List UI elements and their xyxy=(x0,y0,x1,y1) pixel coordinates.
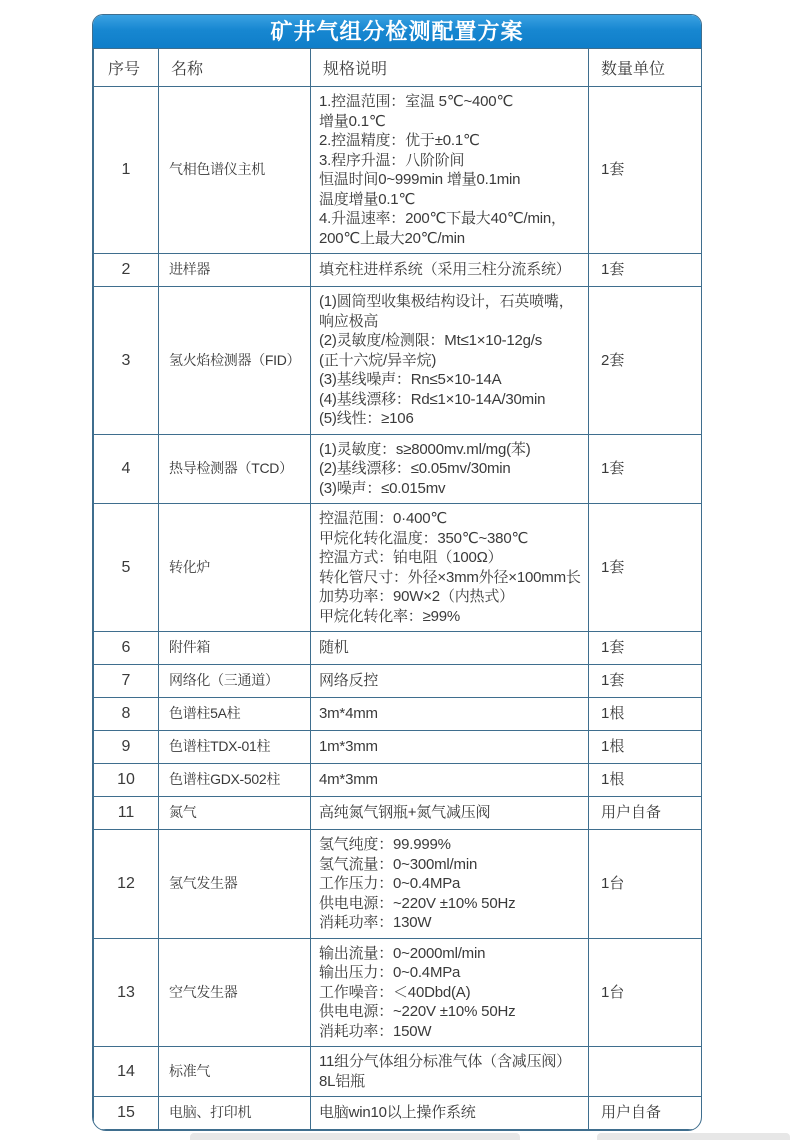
table-row xyxy=(94,797,703,830)
row-qty-cell: 用户自备 xyxy=(589,1097,703,1130)
row-qty-cell: 1套 xyxy=(589,632,703,665)
table-row xyxy=(94,504,703,632)
spec-line: 恒温时间0~999min 增量0.1min xyxy=(319,171,521,188)
row-spec-cell xyxy=(311,698,589,731)
table-row xyxy=(94,1047,703,1097)
table-row xyxy=(94,938,703,1047)
row-name-cell: 进样器 xyxy=(159,254,311,287)
spec-line: 增量0.1℃ xyxy=(319,112,386,130)
row-index-cell: 3 xyxy=(94,287,159,435)
col-header-index: 序号 xyxy=(94,49,159,87)
spec-line: 输出流量：0~2000ml/min xyxy=(319,944,486,962)
row-qty-cell: 1根 xyxy=(589,764,703,797)
row-index-cell: 11 xyxy=(94,797,159,830)
table-row xyxy=(94,731,703,764)
table-row xyxy=(94,87,703,254)
spec-line: 响应极高 xyxy=(319,312,379,330)
row-index-cell: 2 xyxy=(94,254,159,287)
spec-line: 电脑win10以上操作系统 xyxy=(319,1104,476,1122)
row-name-cell: 氢火焰检测器（FID） xyxy=(159,287,311,435)
row-qty-cell: 1套 xyxy=(589,254,703,287)
row-index-cell: 9 xyxy=(94,731,159,764)
spec-line: (4)基线漂移：Rd≤1×10-14A/30min xyxy=(319,390,546,408)
spec-line: 200℃上最大20℃/min xyxy=(319,229,465,247)
spec-line: 输出压力：0~0.4MPa xyxy=(319,964,461,981)
spec-line: (3)基线噪声：Rn≤5×10-14A xyxy=(319,371,502,388)
row-name-cell: 网络化（三通道） xyxy=(159,665,311,698)
header-row xyxy=(94,49,703,87)
table-row xyxy=(94,632,703,665)
spec-line: 1m*3mm xyxy=(319,738,378,756)
spec-line: (1)灵敏度：s≥8000mv.ml/mg(苯) xyxy=(319,440,531,458)
row-spec-cell xyxy=(311,1097,589,1130)
spec-line: 高纯氮气钢瓶+氮气减压阀 xyxy=(319,804,491,822)
row-name-cell: 热导检测器（TCD） xyxy=(159,434,311,504)
row-name-cell: 气相色谱仪主机 xyxy=(159,87,311,254)
spec-line: 转化管尺寸：外径×3mm外径×100mm长 xyxy=(319,568,581,586)
spec-line: 随机 xyxy=(319,639,349,657)
row-spec-cell xyxy=(311,830,589,939)
spec-line: (5)线性：≥106 xyxy=(319,410,414,427)
spec-line: (2)灵敏度/检测限：Mt≤1×10-12g/s xyxy=(319,332,543,349)
spec-line: 甲烷化转化率：≥99% xyxy=(319,607,461,625)
row-name-cell: 空气发生器 xyxy=(159,938,311,1047)
table-row xyxy=(94,830,703,939)
table-row xyxy=(94,665,703,698)
spec-line: 填充柱进样系统（采用三柱分流系统） xyxy=(319,261,571,279)
spec-line: 3m*4mm xyxy=(319,705,378,723)
row-index-cell: 6 xyxy=(94,632,159,665)
spec-line: (正十六烷/异辛烷) xyxy=(319,351,437,369)
spec-line: 控温方式：铂电阻（100Ω） xyxy=(319,549,503,566)
spec-line: 加势功率：90W×2（内热式） xyxy=(319,588,514,605)
spec-line: 工作压力：0~0.4MPa xyxy=(319,875,461,892)
row-name-cell: 氮气 xyxy=(159,797,311,830)
row-spec-cell xyxy=(311,434,589,504)
table-row xyxy=(94,434,703,504)
col-header-spec: 规格说明 xyxy=(311,49,589,87)
row-qty-cell: 1根 xyxy=(589,698,703,731)
row-index-cell: 7 xyxy=(94,665,159,698)
spec-line: 4m*3mm xyxy=(319,771,378,789)
row-spec-cell xyxy=(311,287,589,435)
row-index-cell: 12 xyxy=(94,830,159,939)
row-name-cell: 转化炉 xyxy=(159,504,311,632)
spec-line: 氢气纯度：99.999% xyxy=(319,836,451,853)
spec-line: (3)噪声：≤0.015mv xyxy=(319,479,446,497)
row-qty-cell: 1台 xyxy=(589,830,703,939)
spec-line: 氢气流量：0~300ml/min xyxy=(319,855,478,873)
spec-line: 甲烷化转化温度：350℃~380℃ xyxy=(319,529,529,547)
spec-line: 1.控温范围：室温 5℃~400℃ xyxy=(319,93,514,110)
col-header-name: 名称 xyxy=(159,49,311,87)
row-spec-cell xyxy=(311,87,589,254)
spec-line: 工作噪音：＜40Dbd(A) xyxy=(319,983,471,1001)
row-qty-cell: 1套 xyxy=(589,504,703,632)
row-spec-cell xyxy=(311,797,589,830)
row-index-cell: 1 xyxy=(94,87,159,254)
spec-line: 供电电源：~220V ±10% 50Hz xyxy=(319,1003,516,1020)
row-name-cell: 色谱柱TDX-01柱 xyxy=(159,731,311,764)
row-index-cell: 14 xyxy=(94,1047,159,1097)
row-spec-cell xyxy=(311,632,589,665)
col-header-qty: 数量单位 xyxy=(589,49,703,87)
row-name-cell: 色谱柱GDX-502柱 xyxy=(159,764,311,797)
spec-line: 供电电源：~220V ±10% 50Hz xyxy=(319,894,516,912)
row-index-cell: 5 xyxy=(94,504,159,632)
spec-line: 11组分气体组分标准气体（含减压阀） xyxy=(319,1053,571,1070)
row-qty-cell: 1套 xyxy=(589,87,703,254)
row-qty-cell: 1套 xyxy=(589,434,703,504)
row-name-cell: 氢气发生器 xyxy=(159,830,311,939)
table-row xyxy=(94,254,703,287)
spec-line: 4.升温速率：200℃下最大40℃/min， xyxy=(319,210,566,227)
spec-line: (1)圆筒型收集极结构设计，石英喷嘴， xyxy=(319,293,574,310)
row-name-cell: 标准气 xyxy=(159,1047,311,1097)
row-index-cell: 4 xyxy=(94,434,159,504)
below-content-strip-right xyxy=(597,1133,790,1140)
row-spec-cell xyxy=(311,504,589,632)
spec-line: 消耗功率：130W xyxy=(319,914,432,931)
spec-line: 网络反控 xyxy=(319,672,379,690)
spec-line: 温度增量0.1℃ xyxy=(319,190,416,208)
spec-line: 8L铝瓶 xyxy=(319,1072,365,1090)
row-spec-cell xyxy=(311,731,589,764)
table-title: 矿井气组分检测配置方案 xyxy=(93,15,701,48)
row-qty-cell: 2套 xyxy=(589,287,703,435)
row-qty-cell: 用户自备 xyxy=(589,797,703,830)
row-name-cell: 电脑、打印机 xyxy=(159,1097,311,1130)
table-row xyxy=(94,764,703,797)
config-table-card xyxy=(92,14,702,1131)
row-qty-cell: 1套 xyxy=(589,665,703,698)
row-name-cell: 色谱柱5A柱 xyxy=(159,698,311,731)
spec-line: (2)基线漂移：≤0.05mv/30min xyxy=(319,460,511,477)
config-table-body xyxy=(94,87,703,1130)
row-spec-cell xyxy=(311,665,589,698)
row-qty-cell: 1根 xyxy=(589,731,703,764)
row-spec-cell xyxy=(311,938,589,1047)
row-qty-cell: 1台 xyxy=(589,938,703,1047)
row-name-cell: 附件箱 xyxy=(159,632,311,665)
table-header xyxy=(94,49,703,87)
config-table xyxy=(93,48,702,1130)
row-index-cell: 8 xyxy=(94,698,159,731)
row-spec-cell xyxy=(311,1047,589,1097)
spec-line: 控温范围：0·400℃ xyxy=(319,510,448,527)
spec-line: 消耗功率：150W xyxy=(319,1022,432,1040)
below-content-strip-left xyxy=(190,1133,520,1140)
row-index-cell: 10 xyxy=(94,764,159,797)
table-row xyxy=(94,287,703,435)
spec-line: 3.程序升温：八阶阶间 xyxy=(319,151,465,169)
row-index-cell: 15 xyxy=(94,1097,159,1130)
row-qty-cell xyxy=(589,1047,703,1097)
spec-line: 2.控温精度：优于±0.1℃ xyxy=(319,132,480,149)
table-row xyxy=(94,698,703,731)
row-spec-cell xyxy=(311,254,589,287)
row-spec-cell xyxy=(311,764,589,797)
table-row xyxy=(94,1097,703,1130)
row-index-cell: 13 xyxy=(94,938,159,1047)
